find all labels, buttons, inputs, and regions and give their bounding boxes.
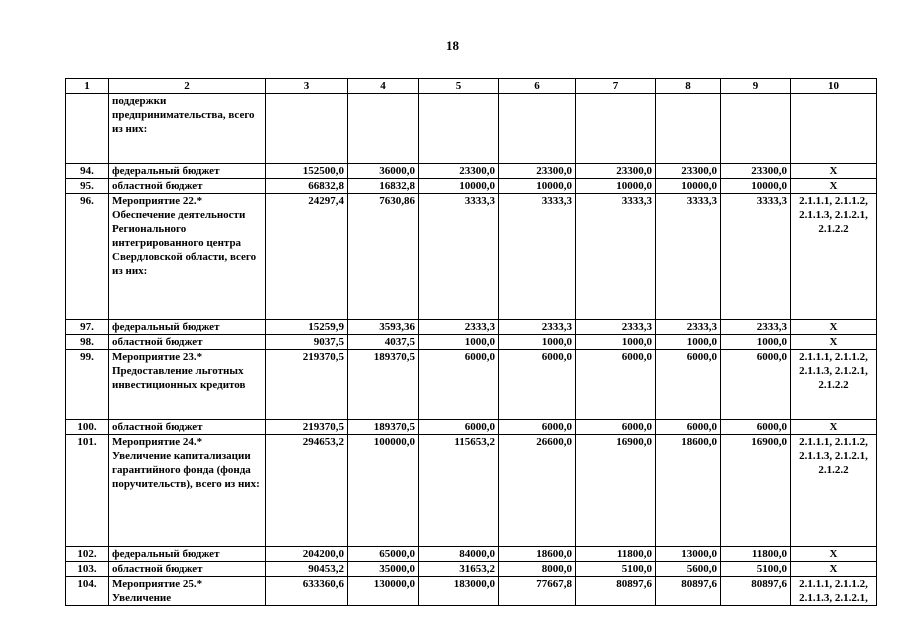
value-cell: 23300,0 — [499, 164, 576, 179]
row-name-cell: областной бюджет — [109, 335, 266, 350]
value-cell: 152500,0 — [266, 164, 348, 179]
value-cell — [266, 94, 348, 164]
table-row — [66, 179, 877, 194]
value-cell: 189370,5 — [348, 350, 419, 420]
value-cell: 2333,3 — [499, 320, 576, 335]
row-name-cell: федеральный бюджет — [109, 164, 266, 179]
value-cell: 6000,0 — [576, 350, 656, 420]
row-number-cell — [66, 94, 109, 164]
header-cell: 4 — [348, 79, 419, 94]
value-cell — [721, 94, 791, 164]
value-cell: 294653,2 — [266, 435, 348, 547]
row-name-cell: федеральный бюджет — [109, 320, 266, 335]
table-row — [66, 420, 877, 435]
value-cell: 6000,0 — [721, 420, 791, 435]
value-cell: 18600,0 — [499, 547, 576, 562]
row-name-cell: областной бюджет — [109, 179, 266, 194]
value-cell: 23300,0 — [419, 164, 499, 179]
row-name-cell: Мероприятие 25.* Увеличение — [109, 577, 266, 606]
value-cell: 6000,0 — [721, 350, 791, 420]
row-number-cell: 104. — [66, 577, 109, 606]
code-cell: 2.1.1.1, 2.1.1.2, 2.1.1.3, 2.1.2.1, — [791, 577, 877, 606]
value-cell: 3593,36 — [348, 320, 419, 335]
value-cell: 15259,9 — [266, 320, 348, 335]
value-cell: 66832,8 — [266, 179, 348, 194]
value-cell: 18600,0 — [656, 435, 721, 547]
table-row — [66, 194, 877, 320]
value-cell: 9037,5 — [266, 335, 348, 350]
value-cell: 633360,6 — [266, 577, 348, 606]
value-cell: 100000,0 — [348, 435, 419, 547]
value-cell: 1000,0 — [656, 335, 721, 350]
code-cell: 2.1.1.1, 2.1.1.2, 2.1.1.3, 2.1.2.1, 2.1.2.2 — [791, 350, 877, 420]
table-row — [66, 577, 877, 606]
value-cell: 10000,0 — [721, 179, 791, 194]
value-cell: 204200,0 — [266, 547, 348, 562]
code-cell — [791, 94, 877, 164]
table-row — [66, 320, 877, 335]
code-cell: X — [791, 335, 877, 350]
table-row — [66, 350, 877, 420]
value-cell: 16832,8 — [348, 179, 419, 194]
value-cell: 2333,3 — [721, 320, 791, 335]
value-cell: 24297,4 — [266, 194, 348, 320]
row-number-cell: 96. — [66, 194, 109, 320]
value-cell: 219370,5 — [266, 350, 348, 420]
value-cell: 23300,0 — [721, 164, 791, 179]
value-cell: 5600,0 — [656, 562, 721, 577]
row-number-cell: 101. — [66, 435, 109, 547]
value-cell: 36000,0 — [348, 164, 419, 179]
table-row — [66, 562, 877, 577]
header-cell: 10 — [791, 79, 877, 94]
value-cell: 183000,0 — [419, 577, 499, 606]
value-cell: 6000,0 — [656, 420, 721, 435]
row-number-cell: 103. — [66, 562, 109, 577]
value-cell: 6000,0 — [419, 420, 499, 435]
value-cell: 219370,5 — [266, 420, 348, 435]
value-cell: 84000,0 — [419, 547, 499, 562]
value-cell: 4037,5 — [348, 335, 419, 350]
value-cell: 35000,0 — [348, 562, 419, 577]
value-cell: 10000,0 — [499, 179, 576, 194]
value-cell: 7630,86 — [348, 194, 419, 320]
row-number-cell: 95. — [66, 179, 109, 194]
value-cell — [499, 94, 576, 164]
value-cell: 65000,0 — [348, 547, 419, 562]
value-cell: 23300,0 — [656, 164, 721, 179]
value-cell: 16900,0 — [721, 435, 791, 547]
row-number-cell: 99. — [66, 350, 109, 420]
value-cell: 26600,0 — [499, 435, 576, 547]
value-cell: 3333,3 — [499, 194, 576, 320]
code-cell: X — [791, 547, 877, 562]
code-cell: X — [791, 562, 877, 577]
row-name-cell: Мероприятие 24.* Увеличение капитализации гарантийного фонда (фонда поручительств), всего из них: — [109, 435, 266, 547]
row-name-cell: Мероприятие 23.* Предоставление льготных инвестиционных кредитов — [109, 350, 266, 420]
value-cell — [576, 94, 656, 164]
row-name-cell: областной бюджет — [109, 420, 266, 435]
budget-table — [65, 78, 877, 606]
value-cell: 6000,0 — [499, 350, 576, 420]
value-cell: 11800,0 — [576, 547, 656, 562]
page-number: 18 — [446, 38, 459, 53]
row-name-cell: Мероприятие 22.* Обеспечение деятельности Регионального интегрированного центра Свердловской области, всего из них: — [109, 194, 266, 320]
value-cell: 1000,0 — [419, 335, 499, 350]
row-name-cell: областной бюджет — [109, 562, 266, 577]
row-number-cell: 97. — [66, 320, 109, 335]
code-cell: X — [791, 320, 877, 335]
code-cell: 2.1.1.1, 2.1.1.2, 2.1.1.3, 2.1.2.1, 2.1.2.2 — [791, 194, 877, 320]
header-cell: 3 — [266, 79, 348, 94]
table-row — [66, 547, 877, 562]
value-cell: 1000,0 — [721, 335, 791, 350]
value-cell: 11800,0 — [721, 547, 791, 562]
table-row — [66, 435, 877, 547]
value-cell: 80897,6 — [576, 577, 656, 606]
table-row — [66, 164, 877, 179]
value-cell: 80897,6 — [656, 577, 721, 606]
value-cell: 77667,8 — [499, 577, 576, 606]
value-cell: 130000,0 — [348, 577, 419, 606]
value-cell: 13000,0 — [656, 547, 721, 562]
value-cell: 10000,0 — [576, 179, 656, 194]
value-cell: 6000,0 — [576, 420, 656, 435]
header-cell: 1 — [66, 79, 109, 94]
table-row — [66, 335, 877, 350]
table-header-row — [66, 79, 877, 94]
value-cell: 5100,0 — [576, 562, 656, 577]
value-cell: 31653,2 — [419, 562, 499, 577]
value-cell: 3333,3 — [721, 194, 791, 320]
header-cell: 6 — [499, 79, 576, 94]
value-cell: 115653,2 — [419, 435, 499, 547]
value-cell: 16900,0 — [576, 435, 656, 547]
row-number-cell: 98. — [66, 335, 109, 350]
header-cell: 9 — [721, 79, 791, 94]
row-name-cell: федеральный бюджет — [109, 547, 266, 562]
value-cell: 10000,0 — [656, 179, 721, 194]
value-cell: 189370,5 — [348, 420, 419, 435]
header-cell: 7 — [576, 79, 656, 94]
value-cell: 6000,0 — [419, 350, 499, 420]
value-cell: 3333,3 — [656, 194, 721, 320]
row-number-cell: 102. — [66, 547, 109, 562]
value-cell: 10000,0 — [419, 179, 499, 194]
row-number-cell: 94. — [66, 164, 109, 179]
code-cell: X — [791, 420, 877, 435]
value-cell: 6000,0 — [499, 420, 576, 435]
header-cell: 2 — [109, 79, 266, 94]
value-cell: 1000,0 — [499, 335, 576, 350]
value-cell: 3333,3 — [419, 194, 499, 320]
value-cell: 8000,0 — [499, 562, 576, 577]
value-cell — [419, 94, 499, 164]
row-number-cell: 100. — [66, 420, 109, 435]
value-cell: 1000,0 — [576, 335, 656, 350]
value-cell: 5100,0 — [721, 562, 791, 577]
code-cell: X — [791, 164, 877, 179]
value-cell: 2333,3 — [576, 320, 656, 335]
header-cell: 8 — [656, 79, 721, 94]
code-cell: 2.1.1.1, 2.1.1.2, 2.1.1.3, 2.1.2.1, 2.1.2.2 — [791, 435, 877, 547]
value-cell: 80897,6 — [721, 577, 791, 606]
value-cell: 23300,0 — [576, 164, 656, 179]
row-name-cell: поддержки предпринимательства, всего из них: — [109, 94, 266, 164]
value-cell: 2333,3 — [656, 320, 721, 335]
code-cell: X — [791, 179, 877, 194]
header-cell: 5 — [419, 79, 499, 94]
table-row — [66, 94, 877, 164]
value-cell: 6000,0 — [656, 350, 721, 420]
value-cell: 90453,2 — [266, 562, 348, 577]
value-cell — [656, 94, 721, 164]
value-cell: 3333,3 — [576, 194, 656, 320]
value-cell — [348, 94, 419, 164]
value-cell: 2333,3 — [419, 320, 499, 335]
